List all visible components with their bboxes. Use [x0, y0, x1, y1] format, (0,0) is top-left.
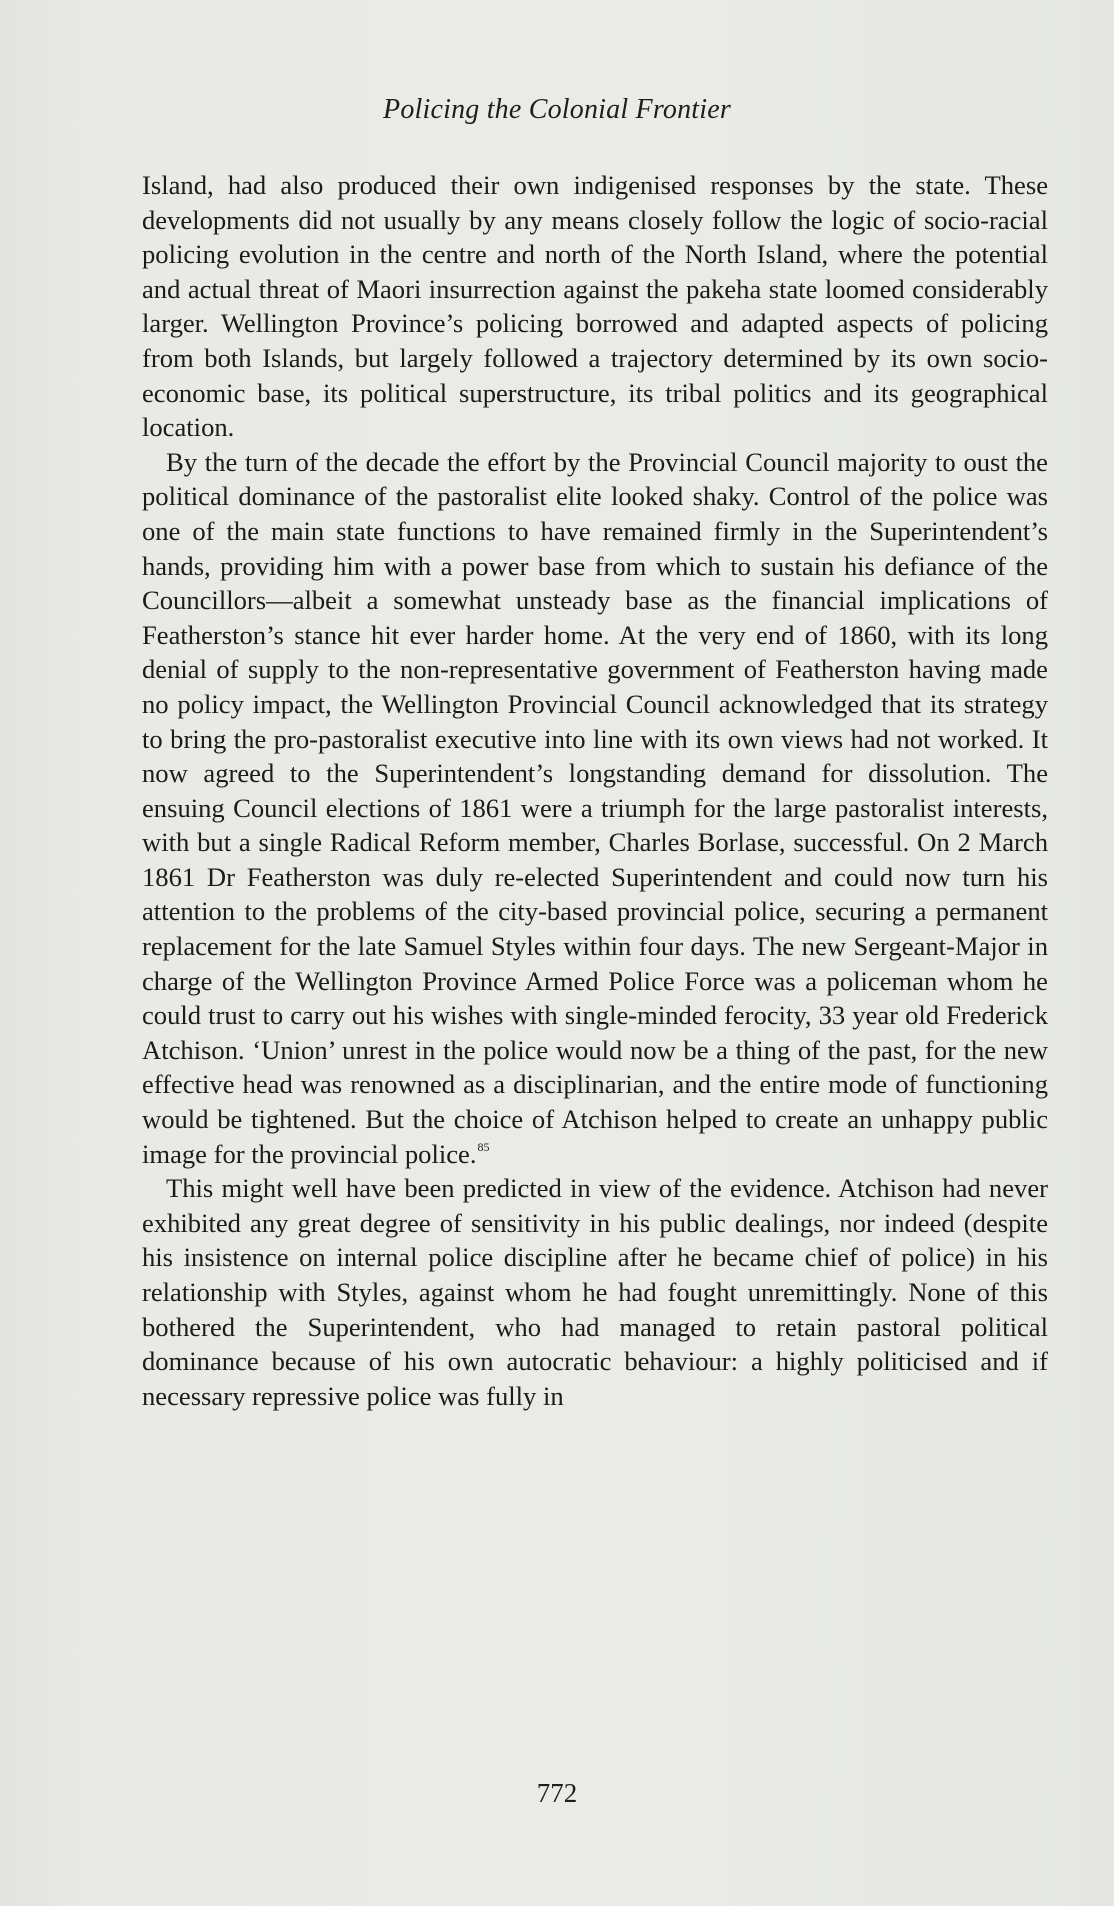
paragraph-3: This might well have been predicted in view of the evidence. Atchison had never exhibited any great degree of sensitivity in his public dealings, nor indeed (despite his insistence on internal police discipline after he became chief of police) in his relationship with Styles, against whom he had fought unremittingly. None of this bothered the Superintendent, who had managed to retain pastoral political dominance because of his own autocratic behaviour: a highly politicised and if necessary repressive police was fully in	[142, 1173, 1048, 1411]
paragraph-1: Island, had also produced their own indigenised responses by the state. These developments did not usually by any means closely follow the logic of socio-racial policing evolution in the centre and north of the North Island, where the potential and actual threat of Maori insurrection against the pakeha state loomed considerably larger. Wellington Province’s policing borrowed and adapted aspects of policing from both Islands, but largely followed a trajectory determined by its own socio-economic base, its political superstructure, its tribal politics and its geographical location.	[142, 170, 1048, 443]
paragraph-2	[142, 445, 1048, 1171]
paragraph-2-text: By the turn of the decade the effort by the Provincial Council majority to oust the political dominance of the pastoralist elite looked shaky. Control of the police was one of the main state functions to have remained firmly in the Superintendent’s hands, providing him with a power base from which to sustain his defiance of the Councillors—albeit a somewhat unsteady base as the financial implications of Featherston’s stance hit ever harder home. At the very end of 1860, with its long denial of supply to the non-representative government of Featherston having made no policy impact, the Wellington Provincial Council acknowledged that its strategy to bring the pro-pastoralist executive into line with its own views had not worked. It now agreed to the Superintendent’s longstanding demand for dissolution. The ensuing Council elections of 1861 were a triumph for the large pastoralist interests, with but a single Radical Reform member, Charles Borlase, successful. On 2 March 1861 Dr Featherston was duly re-elected Superintendent and could now turn his attention to the problems of the city-based provincial police, securing a permanent replacement for the late Samuel Styles within four days. The new Sergeant-Major in charge of the Wellington Province Armed Police Force was a policeman whom he could trust to carry out his wishes with single-minded ferocity, 33 year old Frederick Atchison. ‘Union’ unrest in the police would now be a thing of the past, for the new effective head was renowned as a disciplinarian, and the entire mode of functioning would be tightened. But the choice of Atchison helped to create an unhappy public image for the provincial police.	[142, 446, 1048, 1169]
page-number: 772	[536, 1778, 578, 1808]
running-head: Policing the Colonial Frontier	[383, 94, 731, 125]
body-text	[142, 168, 1048, 1413]
footnote-reference: 85	[477, 1139, 490, 1154]
